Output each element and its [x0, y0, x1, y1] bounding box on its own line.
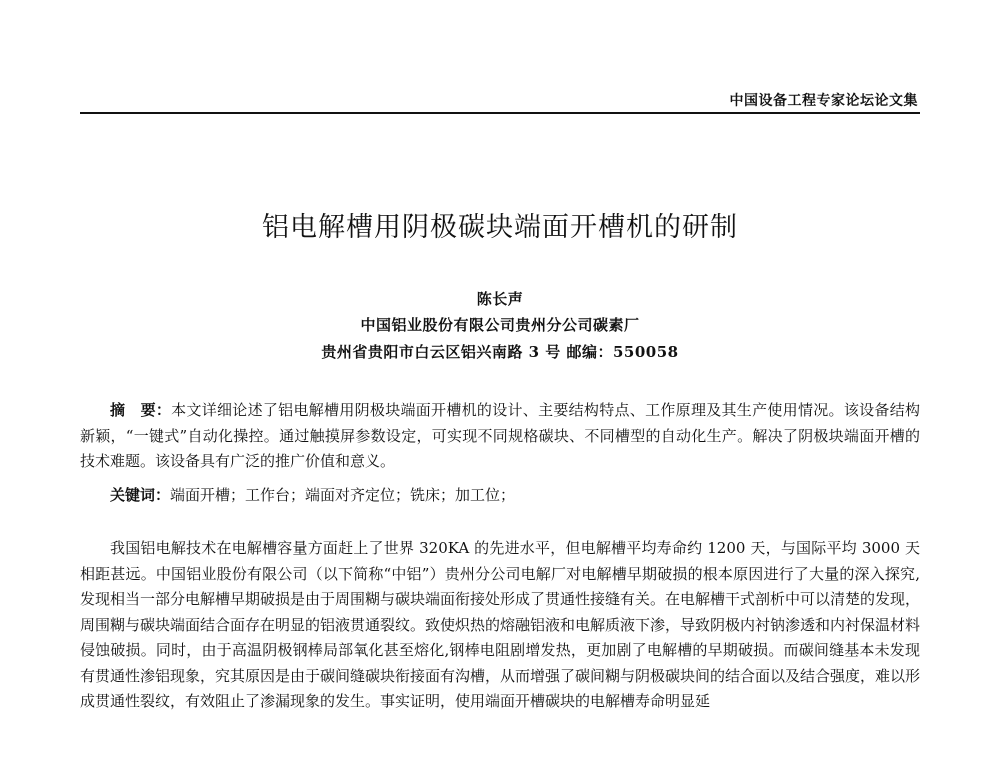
keywords-text: 端面开槽；工作台；端面对齐定位；铣床；加工位； [170, 486, 516, 504]
keywords [80, 483, 920, 509]
author-name: 陈长声 [476, 290, 524, 308]
abstract [80, 398, 920, 475]
running-header: 中国设备工程专家论坛论文集 [729, 93, 918, 109]
author-address: 贵州省贵阳市白云区铝兴南路 3 号 邮编：550058 [321, 343, 679, 361]
abstract-label: 摘 要： [110, 401, 172, 419]
header-rule [80, 112, 920, 114]
body-section [80, 536, 920, 715]
abstract-text: 本文详细论述了铝电解槽用阴极块端面开槽机的设计、主要结构特点、工作原理及其生产使用情况。该设备结构新颖，“一键式”自动化操控。通过触摸屏参数设定，可实现不同规格碳块、不同槽型的自动化生产。解决了阴极块端面开槽的技术难题。该设备具有广泛的推广价值和意义。 [80, 401, 920, 470]
author-affiliation: 中国铝业股份有限公司贵州分公司碳素厂 [360, 316, 640, 334]
keywords-label: 关键词： [110, 486, 171, 504]
body-paragraph: 我国铝电解技术在电解槽容量方面赶上了世界 320KA 的先进水平，但电解槽平均寿命约 1200 天，与国际平均 3000 天相距甚远。中国铝业股份有限公司（以下简称“中铝”）贵州分公司电解厂对电解槽早期破损的根本原因进行了大量的深入探究,发现相当一部分电解槽早期破损是由于周围糊与碳块端面衔接处形成了贯通性接缝有关。在电解槽干式剖析中可以清楚的发现，周围糊与碳块端面结合面存在明显的铝液贯通裂纹。致使炽热的熔融铝液和电解质液下渗，导致阴极内衬钠渗透和内衬保温材料侵蚀破损。同时，由于高温阴极钢棒局部氧化甚至熔化,钢棒电阻剧增发热，更加剧了电解槽的早期破损。而碳间缝基本未发现有贯通性渗铝现象，究其原因是由于碳间缝碳块衔接面有沟槽，从而增强了碳间糊与阴极碳块间的结合面以及结合强度，难以形成贯通性裂纹，有效阻止了渗漏现象的发生。事实证明，使用端面开槽碳块的电解槽寿命明显延 [80, 539, 921, 710]
paper-title: 铝电解槽用阴极碳块端面开槽机的研制 [262, 212, 738, 243]
